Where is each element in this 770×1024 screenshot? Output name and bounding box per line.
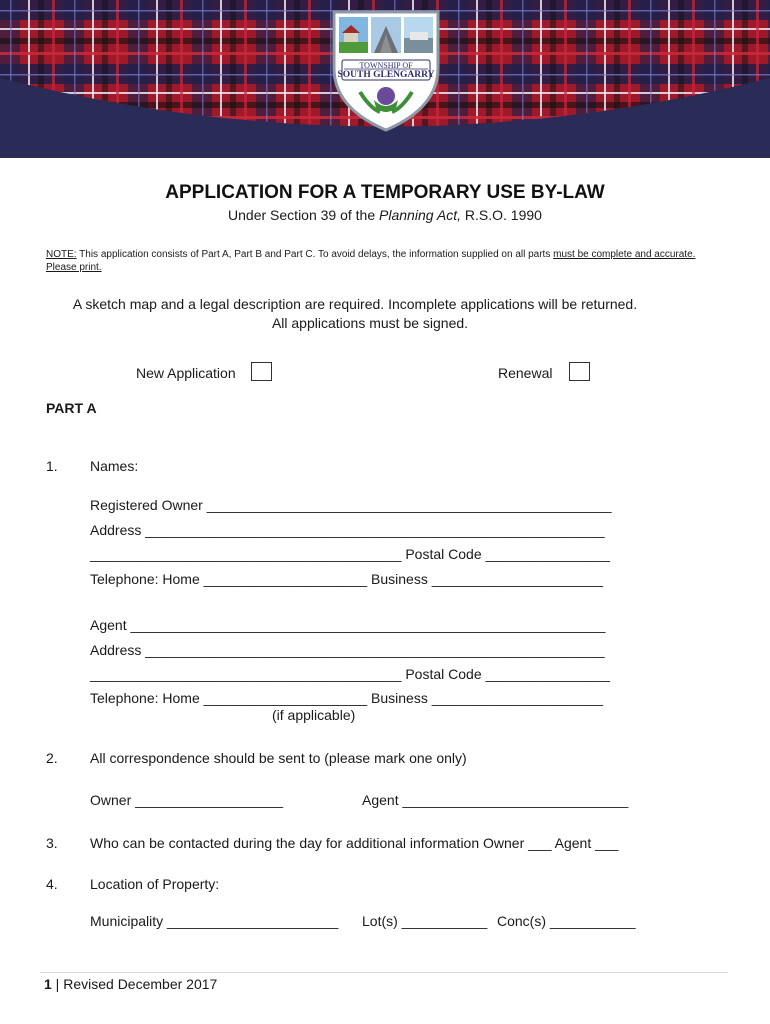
q1-number: 1.: [46, 458, 58, 474]
revision-date: Revised December 2017: [63, 976, 218, 992]
renewal-checkbox[interactable]: [569, 362, 590, 381]
lots-field[interactable]: Lot(s) ___________: [362, 913, 488, 929]
agent-telephone-field[interactable]: Telephone: Home _____________________ Business ______________________: [90, 690, 604, 706]
subtitle-prefix: Under Section 39 of the: [228, 207, 380, 223]
sketch-notice-line1: A sketch map and a legal description are required. Incomplete applications will be returned.: [72, 296, 638, 312]
q2-label: All correspondence should be sent to (please mark one only): [90, 750, 467, 766]
q1-label: Names:: [90, 458, 139, 474]
agent-name-field[interactable]: Agent _____________________________________________________________: [90, 617, 606, 633]
logo-text-top: TOWNSHIP OF: [359, 61, 413, 70]
page-footer: [44, 976, 217, 992]
renewal-label: Renewal: [498, 365, 553, 381]
note-emphasis: must be complete and accurate. Please print.: [46, 249, 696, 273]
q3-number: 3.: [46, 835, 58, 851]
correspondence-owner-field[interactable]: Owner ___________________: [90, 792, 284, 808]
document-title: APPLICATION FOR A TEMPORARY USE BY-LAW: [165, 182, 605, 203]
footer-separator: |: [51, 976, 64, 992]
q4-label: Location of Property:: [90, 876, 220, 892]
sketch-notice: [0, 295, 770, 333]
note-label: NOTE:: [46, 249, 77, 260]
owner-name-field[interactable]: Registered Owner ____________________________________________________: [90, 497, 612, 513]
contact-choice-field[interactable]: Who can be contacted during the day for additional information Owner ___ Agent ___: [90, 835, 619, 851]
logo-text-bottom: SOUTH GLENGARRY: [337, 70, 435, 80]
subtitle-act: Planning Act,: [379, 207, 462, 223]
owner-postal-code-field[interactable]: ________________________________________ Postal Code ________________: [90, 546, 611, 562]
if-applicable-note: (if applicable): [272, 707, 356, 723]
agent-postal-code-field[interactable]: ________________________________________ Postal Code ________________: [90, 666, 611, 682]
agent-address-field[interactable]: Address ___________________________________________________________: [90, 642, 605, 658]
document-subtitle: [0, 207, 770, 223]
footer-divider: [40, 972, 728, 973]
correspondence-agent-field[interactable]: Agent _____________________________: [362, 792, 629, 808]
concessions-field[interactable]: Conc(s) ___________: [497, 913, 636, 929]
q2-number: 2.: [46, 750, 58, 766]
owner-telephone-field[interactable]: Telephone: Home _____________________ Business ______________________: [90, 571, 604, 587]
part-a-heading: PART A: [46, 400, 97, 416]
owner-address-field[interactable]: Address ___________________________________________________________: [90, 522, 605, 538]
note-text: This application consists of Part A, Part B and Part C. To avoid delays, the information supplied on all parts: [76, 249, 554, 260]
page-number: 1: [44, 976, 52, 992]
municipality-field[interactable]: Municipality ______________________: [90, 913, 339, 929]
sketch-notice-line2: All applications must be signed.: [271, 315, 469, 331]
new-application-label: New Application: [136, 365, 236, 381]
application-note: [46, 248, 706, 274]
q4-number: 4.: [46, 876, 58, 892]
subtitle-suffix: R.S.O. 1990: [461, 207, 542, 223]
new-application-checkbox[interactable]: [251, 362, 272, 381]
